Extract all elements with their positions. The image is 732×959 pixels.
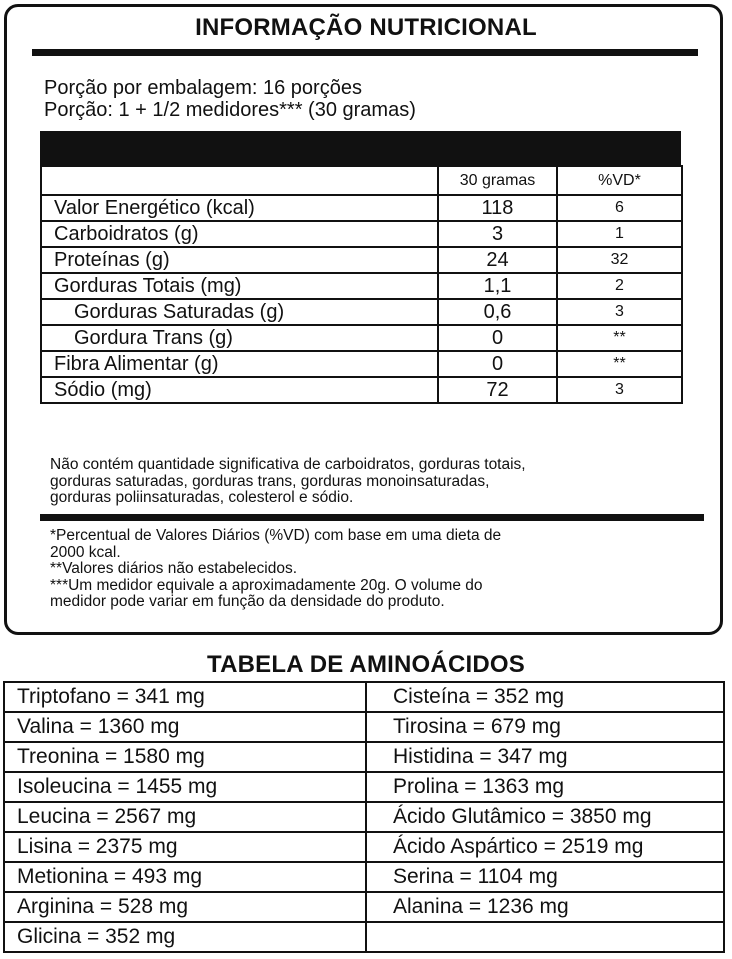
amino-title: TABELA DE AMINOÁCIDOS xyxy=(207,651,525,678)
nutrient-label: Fibra Alimentar (g) xyxy=(41,351,438,377)
nutrient-amount: 24 xyxy=(438,247,557,273)
note-line: Não contém quantidade significativa de carboidratos, gorduras totais, xyxy=(50,456,526,473)
table-row xyxy=(41,351,682,377)
table-row xyxy=(4,832,724,862)
amino-cell: Valina = 1360 mg xyxy=(4,712,366,742)
note-line: gorduras saturadas, gorduras trans, gorduras monoinsaturadas, xyxy=(50,472,490,490)
nutrient-amount: 0,6 xyxy=(438,299,557,325)
table-row xyxy=(41,325,682,351)
amino-cell: Lisina = 2375 mg xyxy=(4,832,366,862)
footnote-line: medidor pode variar em função da densidade do produto. xyxy=(50,593,445,610)
nutrient-amount: 3 xyxy=(438,221,557,247)
nutrient-label: Gorduras Saturadas (g) xyxy=(41,299,438,325)
nutrient-amount: 1,1 xyxy=(438,273,557,299)
table-row xyxy=(4,712,724,742)
nutrient-amount: 0 xyxy=(438,325,557,351)
footnote-line: **Valores diários não estabelecidos. xyxy=(50,560,298,577)
amino-cell: Ácido Glutâmico = 3850 mg xyxy=(366,802,724,832)
nutrient-vd: 3 xyxy=(557,377,682,403)
footnote-line: 2000 kcal. xyxy=(50,543,121,561)
nutrient-label: Valor Energético (kcal) xyxy=(41,195,438,221)
nutrition-note xyxy=(50,457,710,507)
header-empty-cell xyxy=(41,166,438,195)
nutrient-vd: ** xyxy=(557,351,682,377)
footnote-line: *Percentual de Valores Diários (%VD) com base em uma dieta de xyxy=(50,527,502,544)
footnote-line: ***Um medidor equivale a aproximadamente 20g. O volume do xyxy=(50,576,483,594)
nutrient-vd: 2 xyxy=(557,273,682,299)
table-row xyxy=(4,682,724,712)
amino-cell: Glicina = 352 mg xyxy=(4,922,366,952)
amino-cell: Metionina = 493 mg xyxy=(4,862,366,892)
table-row xyxy=(4,802,724,832)
note-line: gorduras poliinsaturadas, colesterol e sódio. xyxy=(50,489,354,506)
nutrient-vd: 32 xyxy=(557,247,682,273)
table-row xyxy=(4,742,724,772)
table-row xyxy=(4,772,724,802)
table-row xyxy=(41,377,682,403)
nutrition-title: INFORMAÇÃO NUTRICIONAL xyxy=(195,14,537,41)
table-row xyxy=(41,299,682,325)
nutrient-label: Proteínas (g) xyxy=(41,247,438,273)
header-vd: %VD* xyxy=(557,166,682,195)
amino-cell: Alanina = 1236 mg xyxy=(366,892,724,922)
table-row xyxy=(41,247,682,273)
nutrient-amount: 118 xyxy=(438,195,557,221)
nutrition-header-bar xyxy=(40,131,681,166)
nutrient-vd: ** xyxy=(557,325,682,351)
amino-cell: Prolina = 1363 mg xyxy=(366,772,724,802)
nutrient-vd: 3 xyxy=(557,299,682,325)
nutrient-label: Gorduras Totais (mg) xyxy=(41,273,438,299)
footnote-divider xyxy=(40,514,704,521)
nutrient-vd: 1 xyxy=(557,221,682,247)
amino-cell: Isoleucina = 1455 mg xyxy=(4,772,366,802)
nutrition-table xyxy=(40,165,683,404)
portion-per-package: Porção por embalagem: 16 porções xyxy=(44,77,362,99)
title-divider xyxy=(32,49,698,56)
table-row xyxy=(41,221,682,247)
table-row xyxy=(41,195,682,221)
amino-cell: Tirosina = 679 mg xyxy=(366,712,724,742)
nutrient-amount: 72 xyxy=(438,377,557,403)
amino-cell: Arginina = 528 mg xyxy=(4,892,366,922)
amino-cell xyxy=(366,922,724,952)
portion-size: Porção: 1 + 1/2 medidores*** (30 gramas) xyxy=(44,99,416,121)
nutrition-footnotes xyxy=(50,528,710,611)
amino-table xyxy=(3,681,725,953)
amino-cell: Histidina = 347 mg xyxy=(366,742,724,772)
table-row xyxy=(4,922,724,952)
nutrient-label: Sódio (mg) xyxy=(41,377,438,403)
nutrient-amount: 0 xyxy=(438,351,557,377)
nutrient-vd: 6 xyxy=(557,195,682,221)
amino-cell: Serina = 1104 mg xyxy=(366,862,724,892)
amino-cell: Cisteína = 352 mg xyxy=(366,682,724,712)
nutrition-header-row xyxy=(41,166,682,195)
header-amount: 30 gramas xyxy=(438,166,557,195)
amino-cell: Triptofano = 341 mg xyxy=(4,682,366,712)
amino-cell: Treonina = 1580 mg xyxy=(4,742,366,772)
amino-cell: Leucina = 2567 mg xyxy=(4,802,366,832)
nutrient-label: Gordura Trans (g) xyxy=(41,325,438,351)
amino-cell: Ácido Aspártico = 2519 mg xyxy=(366,832,724,862)
table-row xyxy=(4,892,724,922)
nutrient-label: Carboidratos (g) xyxy=(41,221,438,247)
table-row xyxy=(4,862,724,892)
table-row xyxy=(41,273,682,299)
